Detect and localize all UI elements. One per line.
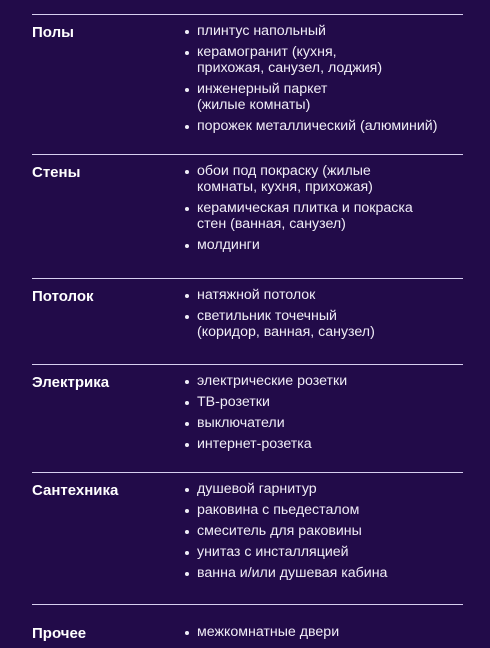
section-other bbox=[32, 604, 463, 648]
list-item: ТВ-розетки bbox=[183, 394, 347, 410]
list-item: плинтус напольный bbox=[183, 23, 437, 39]
list-item: керамогранит (кухня, прихожая, санузел, лоджия) bbox=[183, 44, 437, 76]
list-item: межкомнатные двери bbox=[183, 624, 339, 640]
section-walls bbox=[32, 154, 463, 279]
list-item: раковина с пьедесталом bbox=[183, 502, 387, 518]
category-label: Электрика bbox=[32, 374, 110, 391]
category-label: Сантехника bbox=[32, 482, 119, 499]
list-item: натяжной потолок bbox=[183, 287, 375, 303]
list-item: ванна и/или душевая кабина bbox=[183, 565, 387, 581]
section-ceiling bbox=[32, 278, 463, 365]
item-list bbox=[183, 23, 437, 139]
section-plumbing bbox=[32, 472, 463, 605]
category-label: Полы bbox=[32, 24, 74, 41]
item-list bbox=[183, 624, 339, 645]
list-item: унитаз с инсталляцией bbox=[183, 544, 387, 560]
list-item: выключатели bbox=[183, 415, 347, 431]
section-floors bbox=[32, 14, 463, 155]
list-item: электрические розетки bbox=[183, 373, 347, 389]
section-electrics bbox=[32, 364, 463, 473]
item-list bbox=[183, 373, 347, 457]
list-item: душевой гарнитур bbox=[183, 481, 387, 497]
item-list bbox=[183, 287, 375, 345]
list-item: керамическая плитка и покраска стен (ванная, санузел) bbox=[183, 200, 413, 232]
item-list bbox=[183, 163, 413, 258]
list-item: смеситель для раковины bbox=[183, 523, 387, 539]
list-item: интернет-розетка bbox=[183, 436, 347, 452]
category-label: Потолок bbox=[32, 288, 94, 305]
list-item: молдинги bbox=[183, 237, 413, 253]
list-item: обои под покраску (жилые комнаты, кухня, прихожая) bbox=[183, 163, 413, 195]
category-label: Стены bbox=[32, 164, 81, 181]
category-label: Прочее bbox=[32, 625, 87, 642]
item-list bbox=[183, 481, 387, 586]
list-item: порожек металлический (алюминий) bbox=[183, 118, 437, 134]
list-item: светильник точечный (коридор, ванная, санузел) bbox=[183, 308, 375, 340]
list-item: инженерный паркет (жилые комнаты) bbox=[183, 81, 437, 113]
